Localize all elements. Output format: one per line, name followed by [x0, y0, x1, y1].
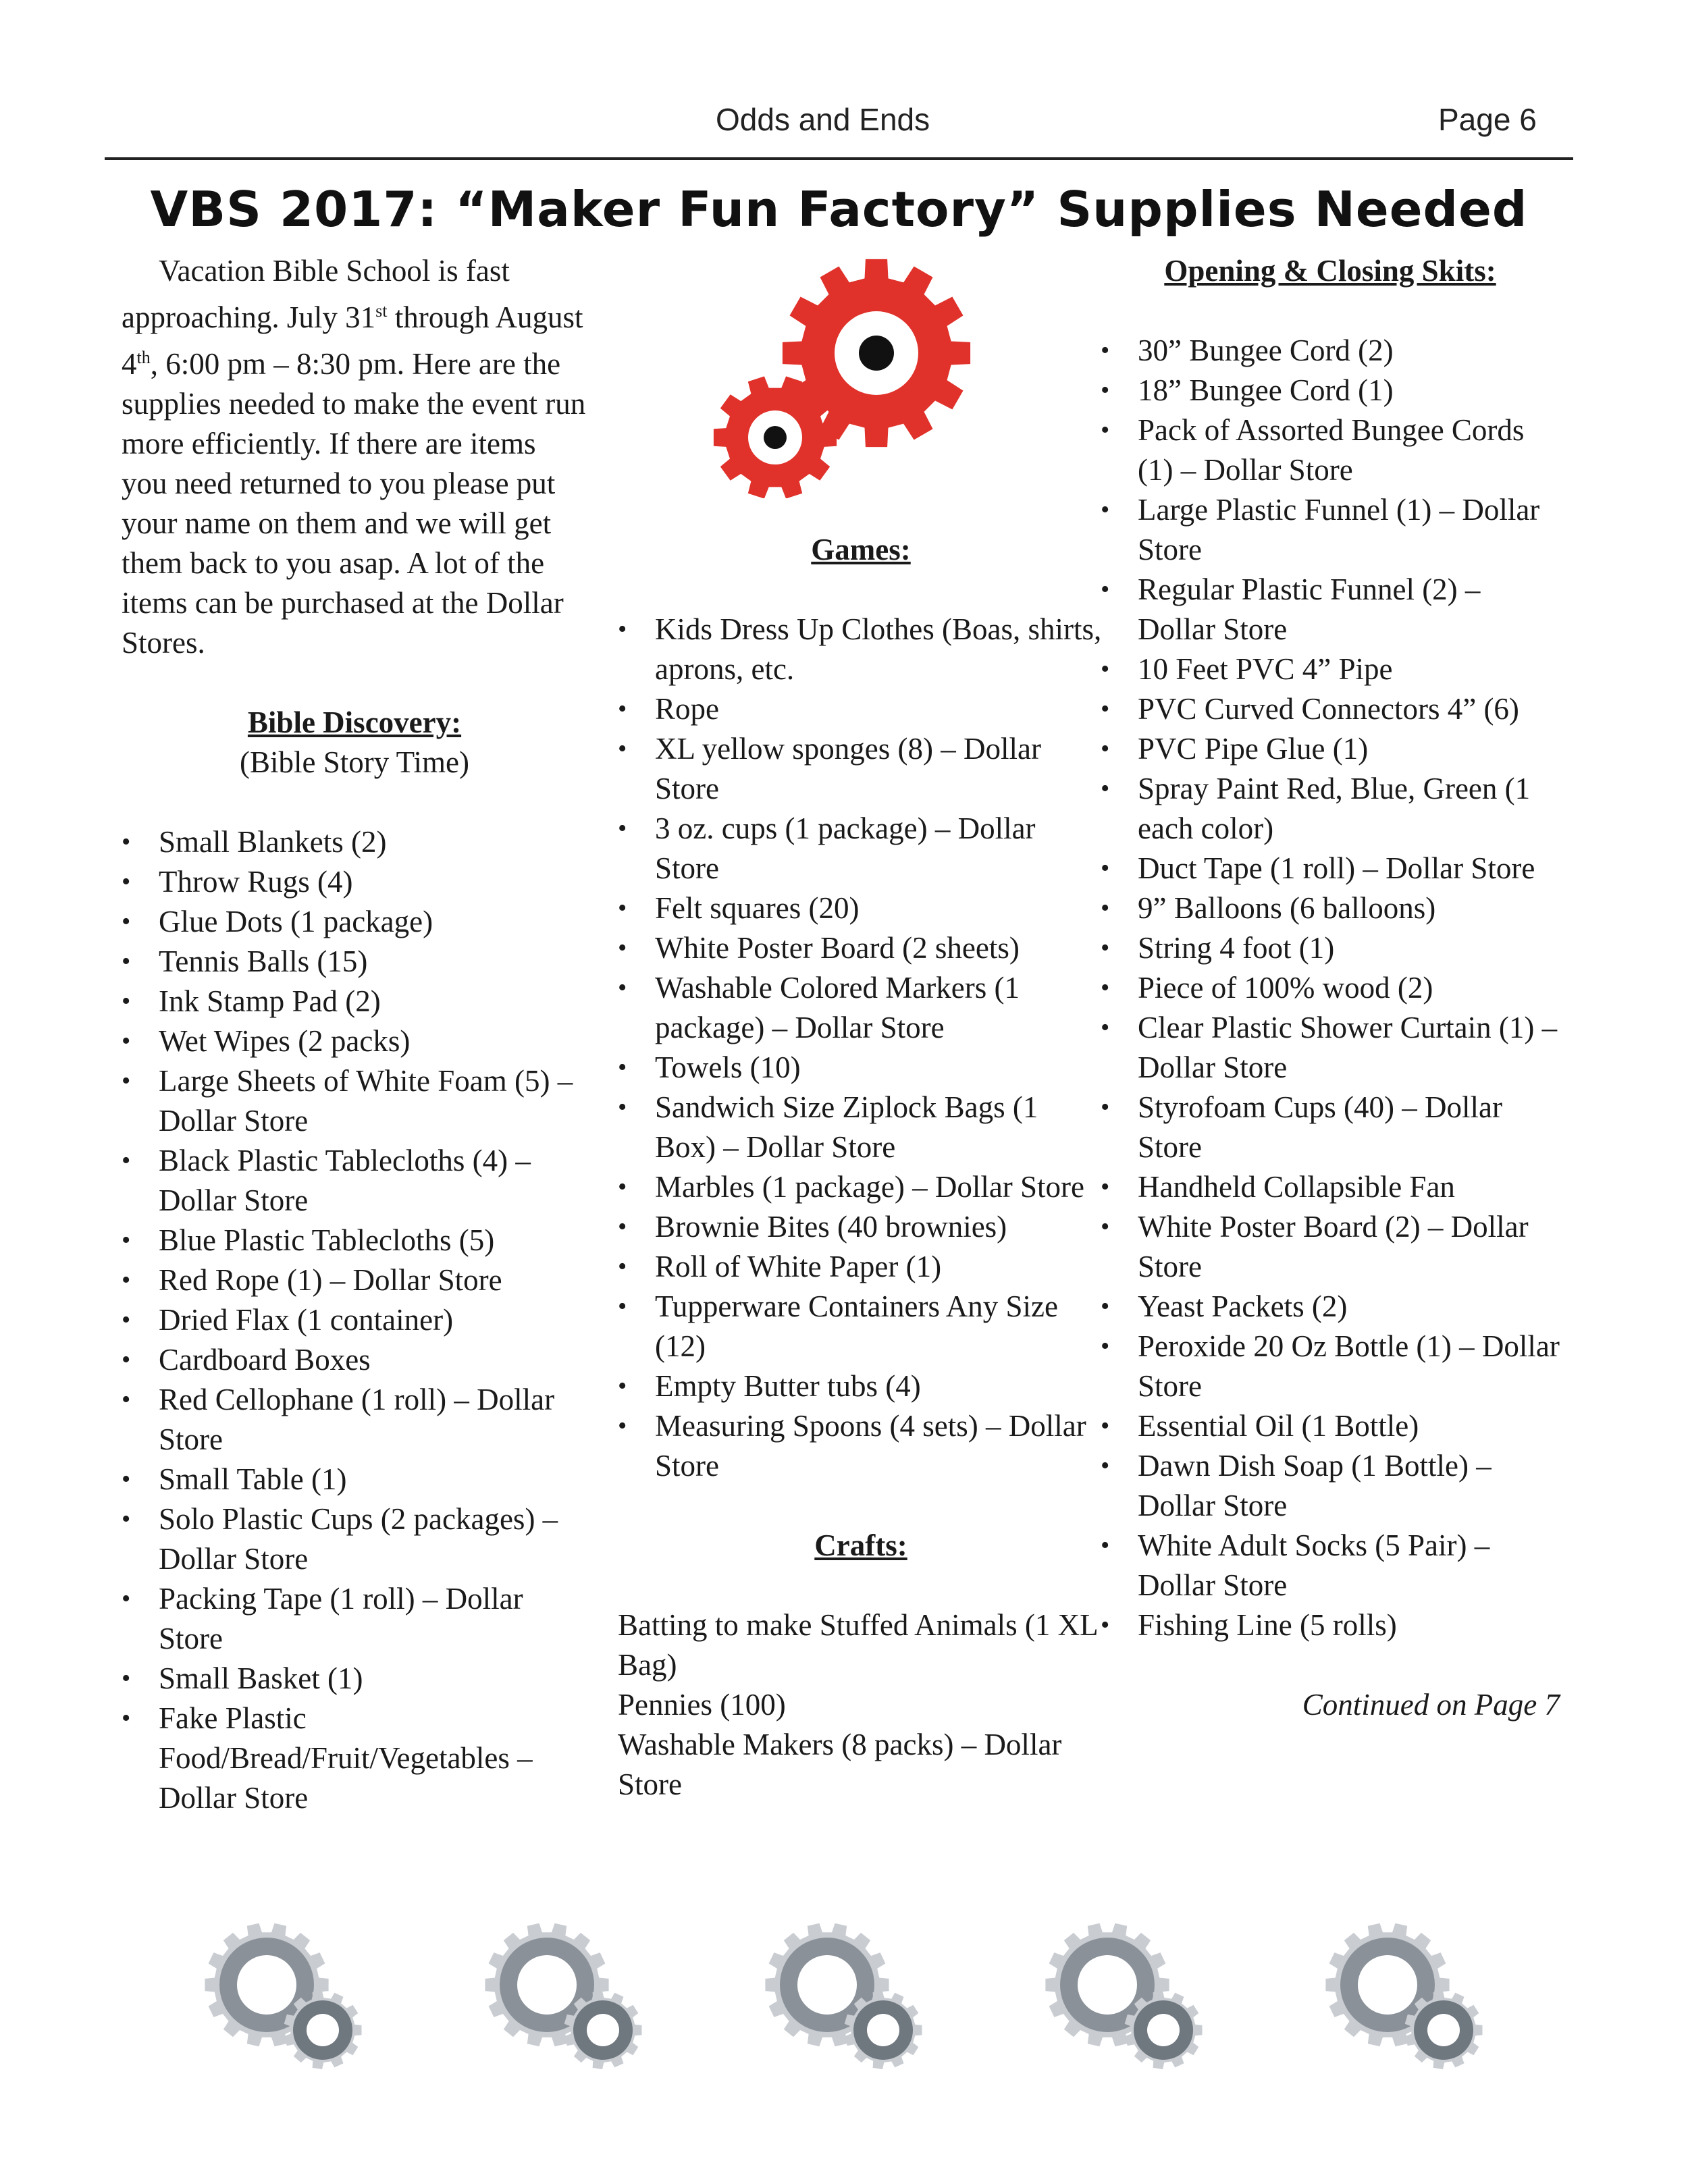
list-item: • Blue Plastic Tablecloths (5)	[122, 1221, 587, 1260]
list-item: • Essential Oil (1 Bottle)	[1101, 1406, 1560, 1446]
list-item: • PVC Curved Connectors 4” (6)	[1101, 689, 1560, 729]
list-item: • Regular Plastic Funnel (2) – Dollar Store	[1101, 570, 1560, 649]
list-item: • Rope	[618, 689, 1104, 729]
list-item: • Measuring Spoons (4 sets) – Dollar Store	[618, 1406, 1104, 1486]
list-item: • Handheld Collapsible Fan	[1101, 1167, 1560, 1207]
list-item: • Large Sheets of White Foam (5) – Dollar Store	[122, 1061, 587, 1141]
games-heading: Games:	[811, 533, 911, 566]
list-item: • 30” Bungee Cord (2)	[1101, 331, 1560, 371]
list-item: • 10 Feet PVC 4” Pipe	[1101, 649, 1560, 689]
list-item: • White Adult Socks (5 Pair) – Dollar Store	[1101, 1526, 1560, 1605]
list-item: • Packing Tape (1 roll) – Dollar Store	[122, 1579, 587, 1659]
header-rule	[105, 157, 1573, 160]
column-middle	[618, 251, 1104, 1805]
games-list	[618, 610, 1104, 1486]
list-item: • Roll of White Paper (1)	[618, 1247, 1104, 1287]
list-item: • Marbles (1 package) – Dollar Store	[618, 1167, 1104, 1207]
list-item: • Red Rope (1) – Dollar Store	[122, 1260, 587, 1300]
list-item: • XL yellow sponges (8) – Dollar Store	[618, 729, 1104, 809]
page-number: Page 6	[1438, 102, 1537, 137]
crafts-item: Pennies (100)	[618, 1688, 786, 1722]
bible-discovery-subheading: (Bible Story Time)	[239, 745, 470, 779]
intro-sup-2: th	[136, 348, 151, 367]
list-item: • Duct Tape (1 roll) – Dollar Store	[1101, 849, 1560, 888]
crafts-heading: Crafts:	[814, 1528, 907, 1562]
header-title: Odds and Ends	[716, 102, 930, 137]
list-item: • PVC Pipe Glue (1)	[1101, 729, 1560, 769]
page-title: VBS 2017: “Maker Fun Factory” Supplies Needed	[150, 181, 1528, 238]
intro-sup-1: st	[375, 301, 388, 321]
list-item: • Kids Dress Up Clothes (Boas, shirts, aprons, etc.	[618, 610, 1104, 689]
list-item: • Dried Flax (1 container)	[122, 1300, 587, 1340]
skits-heading: Opening & Closing Skits:	[1164, 254, 1496, 288]
list-item: • Styrofoam Cups (40) – Dollar Store	[1101, 1088, 1560, 1167]
gear-icon	[1323, 1921, 1492, 2076]
list-item: • Dawn Dish Soap (1 Bottle) – Dollar Store	[1101, 1446, 1560, 1526]
list-item: • Ink Stamp Pad (2)	[122, 982, 587, 1021]
list-item: • Small Table (1)	[122, 1460, 587, 1499]
column-right	[1101, 251, 1560, 1725]
list-item: • Spray Paint Red, Blue, Green (1 each color)	[1101, 769, 1560, 849]
column-left	[122, 251, 587, 1818]
list-item: • Small Basket (1)	[122, 1659, 587, 1699]
skits-list	[1101, 331, 1560, 1645]
continued-note: Continued on Page 7	[1302, 1688, 1560, 1722]
bible-discovery-list	[122, 822, 587, 1818]
list-item: • Brownie Bites (40 brownies)	[618, 1207, 1104, 1247]
list-item: • Throw Rugs (4)	[122, 862, 587, 902]
intro-text-1: Vacation Bible School is fast approaching. July 31	[122, 254, 510, 334]
list-item: • 3 oz. cups (1 package) – Dollar Store	[618, 809, 1104, 888]
list-item: • Sandwich Size Ziplock Bags (1 Box) – Dollar Store	[618, 1088, 1104, 1167]
list-item: • Piece of 100% wood (2)	[1101, 968, 1560, 1008]
list-item: • Tennis Balls (15)	[122, 942, 587, 982]
list-item: • Tupperware Containers Any Size (12)	[618, 1287, 1104, 1366]
list-item: • Fishing Line (5 rolls)	[1101, 1605, 1560, 1645]
intro-paragraph	[122, 251, 587, 663]
gear-icon	[203, 1921, 371, 2076]
crafts-list	[618, 1605, 1104, 1805]
list-item: • Felt squares (20)	[618, 888, 1104, 928]
list-item: • Red Cellophane (1 roll) – Dollar Store	[122, 1380, 587, 1460]
list-item: • Pack of Assorted Bungee Cords (1) – Dollar Store	[1101, 410, 1560, 490]
list-item: • White Poster Board (2) – Dollar Store	[1101, 1207, 1560, 1287]
list-item: • Solo Plastic Cups (2 packages) – Dollar Store	[122, 1499, 587, 1579]
intro-text-3: , 6:00 pm – 8:30 pm. Here are the supplies needed to make the event run more efficiently. If there are items you need returned to you please put your name on them and we will get them back to you asap. A lot of the items can be purchased at the Dollar Stores.	[122, 347, 586, 660]
list-item: • Large Plastic Funnel (1) – Dollar Store	[1101, 490, 1560, 570]
gear-icon	[763, 1921, 932, 2076]
list-item: • Clear Plastic Shower Curtain (1) – Dollar Store	[1101, 1008, 1560, 1088]
list-item: • Fake Plastic Food/Bread/Fruit/Vegetables – Dollar Store	[122, 1699, 587, 1818]
list-item: • Glue Dots (1 package)	[122, 902, 587, 942]
gear-icon	[1043, 1921, 1212, 2076]
bible-discovery-heading: Bible Discovery:	[247, 705, 462, 739]
list-item: • Empty Butter tubs (4)	[618, 1366, 1104, 1406]
list-item: • String 4 foot (1)	[1101, 928, 1560, 968]
list-item: • Towels (10)	[618, 1048, 1104, 1088]
list-item: • Yeast Packets (2)	[1101, 1287, 1560, 1327]
list-item: • 18” Bungee Cord (1)	[1101, 371, 1560, 410]
list-item: • Wet Wipes (2 packs)	[122, 1021, 587, 1061]
footer-gears	[203, 1921, 1485, 2076]
crafts-item: Batting to make Stuffed Animals (1 XL Bag)	[618, 1608, 1097, 1682]
list-item: • Washable Colored Markers (1 package) – Dollar Store	[618, 968, 1104, 1048]
list-item: • 9” Balloons (6 balloons)	[1101, 888, 1560, 928]
gear-icon	[483, 1921, 652, 2076]
list-item: • Small Blankets (2)	[122, 822, 587, 862]
list-item: • Cardboard Boxes	[122, 1340, 587, 1380]
list-item: • Black Plastic Tablecloths (4) – Dollar Store	[122, 1141, 587, 1221]
list-item: • Peroxide 20 Oz Bottle (1) – Dollar Store	[1101, 1327, 1560, 1406]
crafts-item: Washable Makers (8 packs) – Dollar Store	[618, 1728, 1062, 1801]
list-item: • White Poster Board (2 sheets)	[618, 928, 1104, 968]
intro-text-2: through August 4	[122, 300, 583, 381]
